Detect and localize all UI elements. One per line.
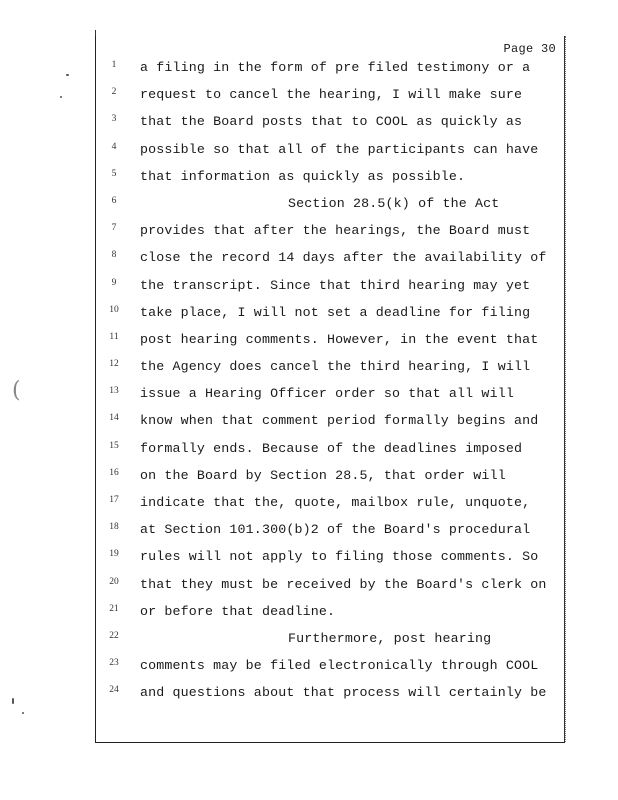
transcript-line — [0, 221, 618, 248]
line-text: on the Board by Section 28.5, that order will — [140, 467, 506, 483]
line-text: close the record 14 days after the availability of — [140, 250, 547, 266]
transcript-line — [0, 357, 618, 384]
transcript-line — [0, 85, 618, 112]
transcript-line — [0, 493, 618, 520]
scan-speck — [22, 712, 24, 714]
line-text: comments may be filed electronically through COOL — [140, 658, 539, 674]
line-text: issue a Hearing Officer order so that all will — [140, 386, 514, 402]
transcript-line — [0, 140, 618, 167]
line-text: the transcript. Since that third hearing may yet — [140, 277, 531, 293]
line-number: 8 — [111, 250, 117, 261]
line-text: Section 28.5(k) of the Act — [288, 195, 500, 211]
line-number: 13 — [109, 386, 119, 397]
transcript-line — [0, 330, 618, 357]
line-number: 17 — [109, 495, 119, 505]
line-text: that the Board posts that to COOL as quickly as — [140, 114, 523, 130]
line-number: 2 — [111, 87, 117, 98]
line-text: a filing in the form of pre filed testimony or a — [140, 60, 531, 75]
line-number: 14 — [109, 413, 119, 424]
line-number: 23 — [109, 658, 119, 669]
line-text: at Section 101.300(b)2 of the Board's procedural — [140, 522, 531, 538]
line-number: 10 — [109, 304, 119, 315]
transcript-line — [0, 112, 618, 139]
margin-bracket-mark: ( — [12, 378, 21, 403]
line-text: post hearing comments. However, in the event that — [140, 331, 539, 347]
line-text: that information as quickly as possible. — [140, 168, 466, 184]
transcript-line — [0, 602, 618, 629]
line-text: Furthermore, post hearing — [288, 630, 492, 646]
line-number: 15 — [109, 440, 119, 451]
line-number: 9 — [111, 277, 117, 288]
line-number: 22 — [109, 630, 119, 641]
line-text: take place, I will not set a deadline for filing — [140, 304, 531, 320]
line-number: 12 — [109, 359, 119, 370]
transcript-line — [0, 439, 618, 466]
transcript-line — [0, 411, 618, 438]
transcript-line — [0, 520, 618, 547]
transcript-line — [0, 656, 618, 683]
line-number: 21 — [109, 603, 119, 614]
transcript-line — [0, 276, 618, 303]
line-text: indicate that the, quote, mailbox rule, unquote, — [140, 495, 531, 510]
line-text: or before that deadline. — [140, 603, 336, 619]
line-number: 19 — [109, 549, 119, 560]
page-number: Page 30 — [503, 42, 556, 56]
transcript-line — [0, 547, 618, 574]
line-text: provides that after the hearings, the Board must — [140, 223, 531, 239]
transcript-line — [0, 683, 618, 710]
line-number: 16 — [109, 467, 119, 478]
line-text: formally ends. Because of the deadlines imposed — [140, 440, 523, 456]
line-number: 3 — [111, 114, 117, 125]
line-number: 1 — [111, 60, 117, 70]
line-number: 11 — [109, 331, 119, 342]
line-text: request to cancel the hearing, I will make sure — [140, 87, 523, 103]
line-text: know when that comment period formally begins and — [140, 413, 539, 429]
line-number: 4 — [111, 141, 117, 152]
line-number: 18 — [109, 522, 119, 533]
line-text: that they must be received by the Board's clerk on — [140, 576, 547, 592]
line-number: 20 — [109, 576, 119, 587]
line-number: 7 — [111, 223, 117, 234]
line-number: 5 — [111, 168, 117, 179]
transcript-line — [0, 466, 618, 493]
transcript-line — [0, 384, 618, 411]
transcript-lines — [0, 58, 618, 711]
line-text: possible so that all of the participants can have — [140, 141, 539, 157]
transcript-line — [0, 58, 618, 85]
transcript-line — [0, 248, 618, 275]
transcript-line — [0, 575, 618, 602]
line-number: 6 — [111, 195, 117, 206]
transcript-line — [0, 629, 618, 656]
transcript-line — [0, 167, 618, 194]
line-number: 24 — [109, 685, 119, 696]
transcript-line — [0, 194, 618, 221]
line-text: rules will not apply to filing those comments. So — [140, 549, 539, 565]
line-text: the Agency does cancel the third hearing, I will — [140, 359, 531, 375]
line-text: and questions about that process will certainly be — [140, 685, 547, 701]
transcript-line — [0, 303, 618, 330]
